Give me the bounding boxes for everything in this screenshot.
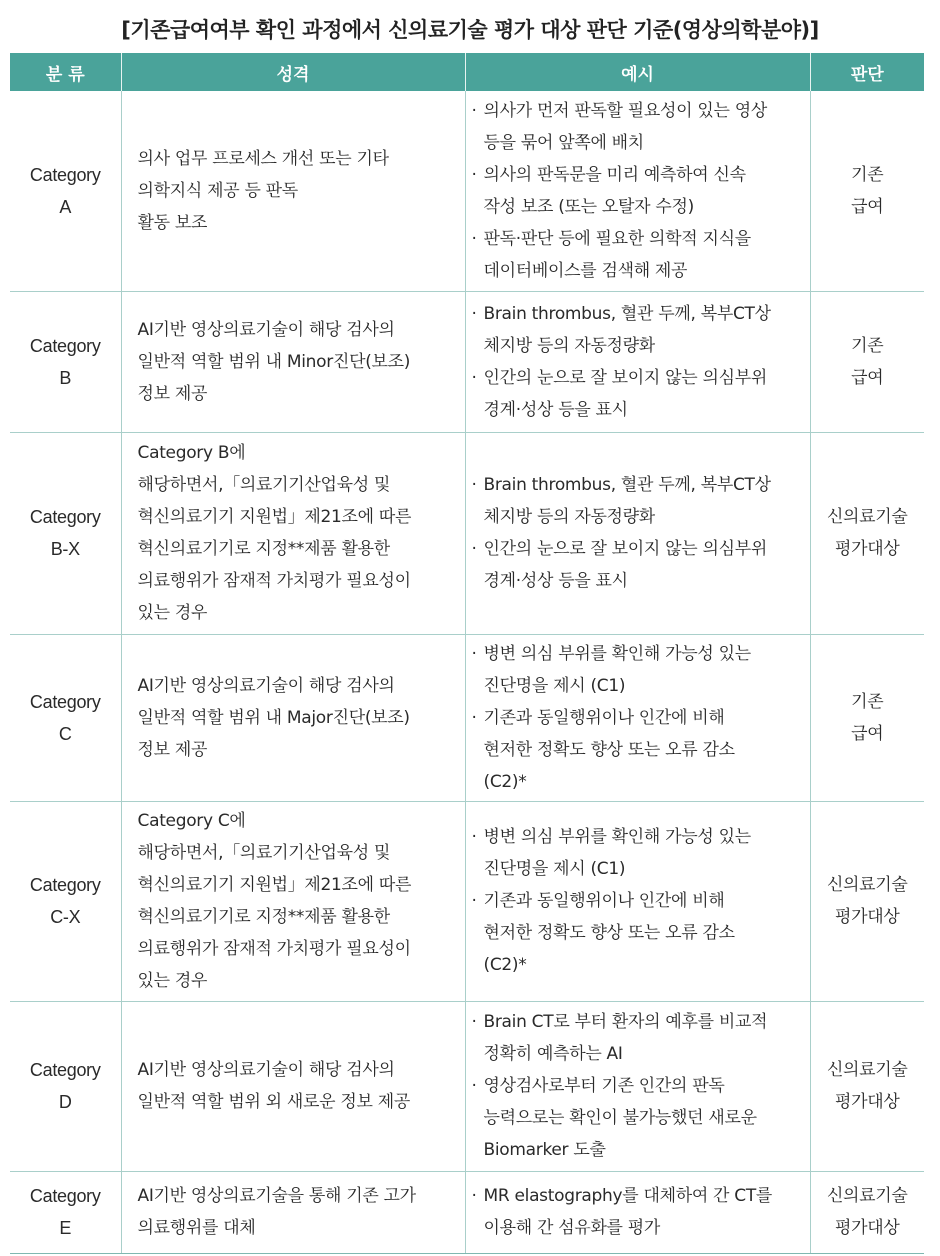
nature-line: 활동 보조 <box>137 212 208 233</box>
table-row <box>10 432 924 634</box>
nature-line: 혁신의료기기로 지정**제품 활용한 <box>137 907 390 927</box>
judgement-cell <box>810 432 924 634</box>
header-example: 예시 <box>465 53 810 91</box>
example-bullet-line: · 의사의 판독문을 미리 예측하여 신속 <box>472 159 804 191</box>
judgement-line: 평가대상 <box>835 1092 900 1112</box>
example-continuation-line: 능력으로는 확인이 불가능했던 새로운 <box>483 1108 757 1128</box>
example-item <box>472 638 804 702</box>
nature-line: 혁신의료기기로 지정**제품 활용한 <box>137 539 390 559</box>
example-item <box>472 298 804 362</box>
judgement-cell <box>810 1171 924 1253</box>
nature-line: 있는 경우 <box>137 603 208 623</box>
judgement-line: 급여 <box>851 367 884 388</box>
judgement-line: 기존 <box>851 164 884 185</box>
example-item <box>472 1006 804 1070</box>
example-item <box>472 702 804 798</box>
nature-line: 의료행위가 잠재적 가치평가 필요성이 <box>137 571 411 591</box>
judgement-line: 신의료기술 <box>826 875 908 895</box>
judgement-cell <box>810 291 924 432</box>
example-bullet-line: · 기존과 동일행위이나 인간에 비해 <box>472 885 804 917</box>
nature-line: AI기반 영상의료기술을 통해 기존 고가 <box>137 1186 416 1206</box>
category-line: Category <box>29 691 101 712</box>
nature-line: 혁신의료기기 지원법」제21조에 따른 <box>137 507 412 527</box>
example-item <box>472 1180 804 1244</box>
category-cell <box>10 1001 121 1171</box>
example-continuation-line: 데이터베이스를 검색해 제공 <box>483 260 688 281</box>
table-body <box>10 91 924 1253</box>
judgement-cell <box>810 634 924 801</box>
example-continuation-line: 경계·성상 등을 표시 <box>483 571 628 591</box>
example-continuation-line: 현저한 정확도 향상 또는 오류 감소 <box>483 739 735 760</box>
table-title: [기존급여여부 확인 과정에서 신의료기술 평가 대상 판단 기준(영상의학분야)] <box>121 18 819 42</box>
nature-line: 있는 경우 <box>137 971 208 991</box>
example-continuation-line: 이용해 간 섬유화를 평가 <box>483 1218 661 1238</box>
nature-line: 해당하면서,「의료기기산업육성 및 <box>137 475 391 495</box>
nature-line: 정보 제공 <box>137 383 208 404</box>
judgement-line: 급여 <box>851 723 884 744</box>
category-line: Category <box>29 1186 101 1206</box>
example-item <box>472 533 804 597</box>
example-continuation-line: 현저한 정확도 향상 또는 오류 감소 <box>483 923 735 943</box>
example-bullet-line: · 인간의 눈으로 잘 보이지 않는 의심부위 <box>472 362 804 394</box>
example-continuation-line: 정확히 예측하는 AI <box>483 1044 623 1064</box>
example-bullet-line: · 영상검사로부터 기존 인간의 판독 <box>472 1070 804 1102</box>
example-bullet-line: · MR elastography를 대체하여 간 CT를 <box>472 1180 804 1212</box>
example-continuation-line: (C2)* <box>483 771 527 792</box>
nature-line: AI기반 영상의료기술이 해당 검사의 <box>137 319 395 340</box>
judgement-line: 평가대상 <box>835 539 900 559</box>
category-line: C-X <box>50 907 81 927</box>
example-continuation-line: 등을 묶어 앞쪽에 배치 <box>483 132 644 153</box>
example-bullet-line: · Brain thrombus, 혈관 두께, 복부CT상 <box>472 298 804 330</box>
example-bullet-line: · 의사가 먼저 판독할 필요성이 있는 영상 <box>472 95 804 127</box>
header-row <box>10 53 924 91</box>
nature-line: 의학지식 제공 등 판독 <box>137 180 298 201</box>
example-item <box>472 885 804 981</box>
judgement-line: 신의료기술 <box>826 507 908 527</box>
category-cell <box>10 91 121 291</box>
example-bullet-line: · 병변 의심 부위를 확인해 가능성 있는 <box>472 638 804 670</box>
example-bullet-line: · 인간의 눈으로 잘 보이지 않는 의심부위 <box>472 533 804 565</box>
header-category: 분 류 <box>10 53 121 91</box>
nature-line: 일반적 역할 범위 내 Minor진단(보조) <box>137 351 411 372</box>
nature-cell <box>121 91 465 291</box>
judgement-cell <box>810 1001 924 1171</box>
example-bullet-line: · 기존과 동일행위이나 인간에 비해 <box>472 702 804 734</box>
table-row <box>10 801 924 1001</box>
category-cell <box>10 1171 121 1253</box>
example-item <box>472 821 804 885</box>
nature-line: AI기반 영상의료기술이 해당 검사의 <box>137 1060 395 1080</box>
example-item <box>472 469 804 533</box>
category-cell <box>10 432 121 634</box>
category-line: Category <box>29 507 101 527</box>
judgement-line: 평가대상 <box>835 907 900 927</box>
table-row <box>10 291 924 432</box>
example-item <box>472 362 804 426</box>
category-line: C <box>58 723 72 744</box>
judgement-line: 기존 <box>851 691 884 712</box>
nature-line: 정보 제공 <box>137 739 208 760</box>
table-row <box>10 634 924 801</box>
example-item <box>472 95 804 159</box>
criteria-table <box>10 53 924 1254</box>
nature-cell <box>121 634 465 801</box>
judgement-line: 기존 <box>851 335 884 356</box>
category-line: A <box>59 196 72 217</box>
nature-line: Category B에 <box>137 443 246 463</box>
example-item <box>472 223 804 287</box>
nature-line: 일반적 역할 범위 외 새로운 정보 제공 <box>137 1092 410 1112</box>
judgement-line: 급여 <box>851 196 884 217</box>
table-row <box>10 91 924 291</box>
table-row <box>10 1001 924 1171</box>
header-judgement: 판단 <box>810 53 924 91</box>
nature-line: 해당하면서,「의료기기산업육성 및 <box>137 843 391 863</box>
example-cell <box>465 91 810 291</box>
category-line: E <box>59 1218 72 1238</box>
nature-line: 의사 업무 프로세스 개선 또는 기타 <box>137 148 389 169</box>
header-nature: 성격 <box>121 53 465 91</box>
example-continuation-line: 경계·성상 등을 표시 <box>483 399 628 420</box>
example-continuation-line: 진단명을 제시 (C1) <box>483 859 626 879</box>
category-line: B-X <box>50 539 80 559</box>
example-cell <box>465 1001 810 1171</box>
nature-line: Category C에 <box>137 811 246 831</box>
example-bullet-line: · 병변 의심 부위를 확인해 가능성 있는 <box>472 821 804 853</box>
example-cell <box>465 291 810 432</box>
example-continuation-line: Biomarker 도출 <box>483 1140 606 1160</box>
judgement-cell <box>810 801 924 1001</box>
example-cell <box>465 1171 810 1253</box>
category-cell <box>10 634 121 801</box>
category-line: Category <box>29 164 101 185</box>
nature-cell <box>121 291 465 432</box>
example-item <box>472 159 804 223</box>
nature-line: 일반적 역할 범위 내 Major진단(보조) <box>137 707 410 728</box>
example-bullet-line: · 판독·판단 등에 필요한 의학적 지식을 <box>472 223 804 255</box>
example-cell <box>465 634 810 801</box>
nature-line: 의료행위가 잠재적 가치평가 필요성이 <box>137 939 411 959</box>
judgement-line: 신의료기술 <box>826 1186 908 1206</box>
category-line: Category <box>29 1060 101 1080</box>
category-cell <box>10 801 121 1001</box>
category-line: Category <box>29 875 101 895</box>
category-line: D <box>58 1092 72 1112</box>
category-line: Category <box>29 335 101 356</box>
judgement-cell <box>810 91 924 291</box>
nature-cell <box>121 1001 465 1171</box>
example-bullet-line: · Brain CT로 부터 환자의 예후를 비교적 <box>472 1006 804 1038</box>
example-cell <box>465 801 810 1001</box>
nature-line: AI기반 영상의료기술이 해당 검사의 <box>137 675 395 696</box>
table-row <box>10 1171 924 1253</box>
example-continuation-line: (C2)* <box>483 955 527 975</box>
category-line: B <box>59 367 72 388</box>
example-continuation-line: 체지방 등의 자동정량화 <box>483 335 655 356</box>
nature-line: 의료행위를 대체 <box>137 1218 256 1238</box>
nature-cell <box>121 801 465 1001</box>
judgement-line: 신의료기술 <box>826 1060 908 1080</box>
category-cell <box>10 291 121 432</box>
example-cell <box>465 432 810 634</box>
nature-cell <box>121 1171 465 1253</box>
example-bullet-line: · Brain thrombus, 혈관 두께, 복부CT상 <box>472 469 804 501</box>
nature-line: 혁신의료기기 지원법」제21조에 따른 <box>137 875 412 895</box>
nature-cell <box>121 432 465 634</box>
example-continuation-line: 체지방 등의 자동정량화 <box>483 507 655 527</box>
example-continuation-line: 작성 보조 (또는 오탈자 수정) <box>483 196 694 217</box>
example-item <box>472 1070 804 1166</box>
example-continuation-line: 진단명을 제시 (C1) <box>483 675 626 696</box>
judgement-line: 평가대상 <box>835 1218 900 1238</box>
